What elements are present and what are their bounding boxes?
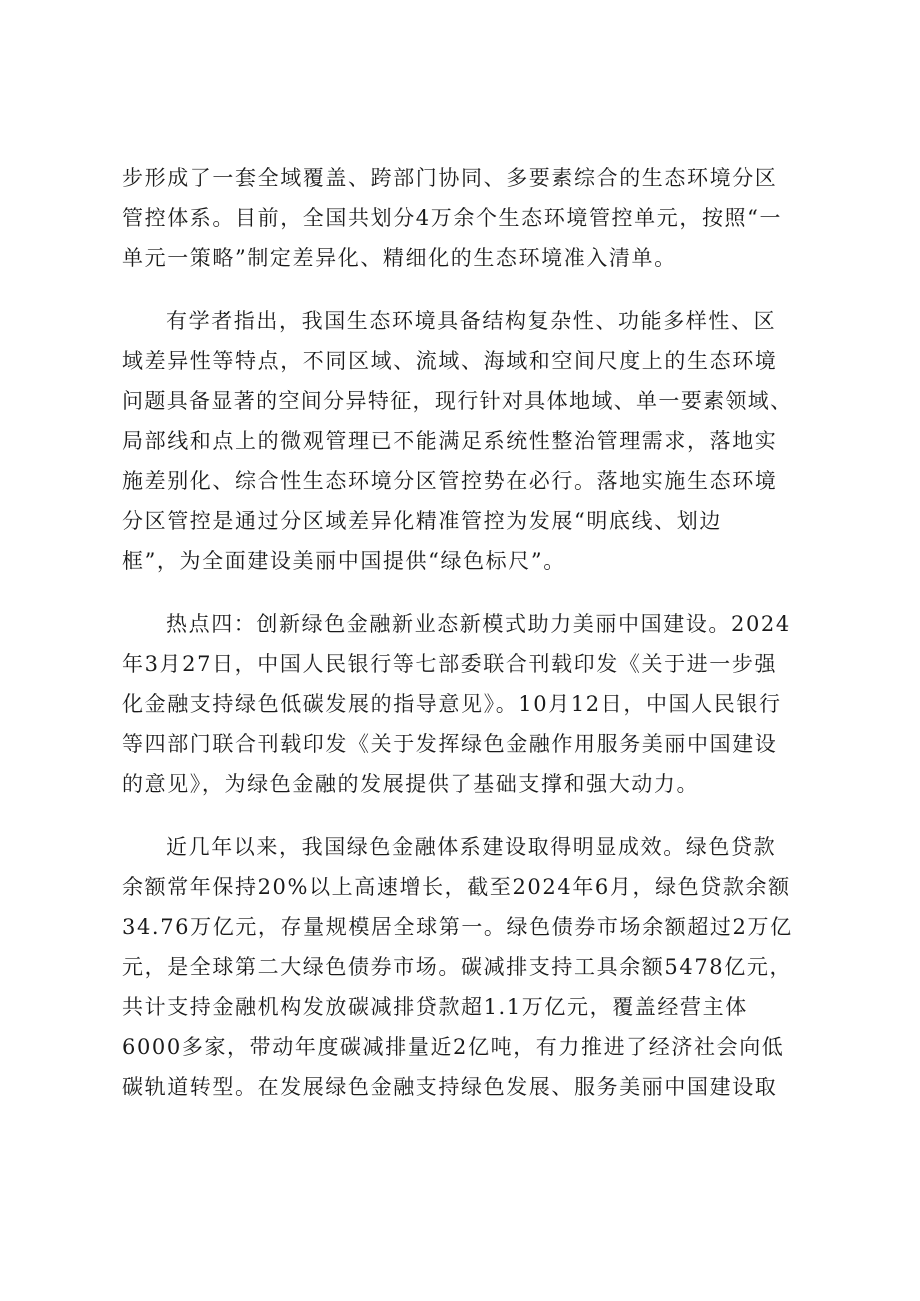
text-line: 局部线和点上的微观管理已不能满足系统性整治管理需求，落地实 (122, 429, 778, 453)
document-body (122, 158, 798, 1130)
text-line: 年3月27日，中国人民银行等七部委联合刊载印发《关于进一步强 (122, 652, 778, 676)
text-line: 问题具备显著的空间分异特征，现行针对具体地域、单一要素领域、 (122, 389, 793, 413)
text-line: 碳轨道转型。在发展绿色金融支持绿色发展、服务美丽中国建设取 (122, 1075, 778, 1099)
text-line: 共计支持金融机构发放碳减排贷款超1.1万亿元，覆盖经营主体 (122, 995, 748, 1019)
text-line: 单元一策略”制定差异化、精细化的生态环境准入清单。 (122, 246, 677, 270)
text-line: 等四部门联合刊载印发《关于发挥绿色金融作用服务美丽中国建设 (122, 732, 778, 756)
text-line: 分区管控是通过分区域差异化精准管控为发展“明底线、划边 (122, 509, 722, 533)
text-line: 有学者指出，我国生态环境具备结构复杂性、功能多样性、区 (166, 309, 777, 333)
text-line: 6000多家，带动年度碳减排量近2亿吨，有力推进了经济社会向低 (122, 1035, 785, 1059)
paragraph-1 (122, 158, 798, 278)
text-line: 热点四：创新绿色金融新业态新模式助力美丽中国建设。2024 (166, 612, 791, 636)
text-line: 框”，为全面建设美丽中国提供“绿色标尺”。 (122, 549, 566, 573)
text-line: 余额常年保持20%以上高速增长，截至2024年6月，绿色贷款余额 (122, 875, 791, 899)
paragraph-3 (122, 604, 798, 804)
text-line: 化金融支持绿色低碳发展的指导意见》。10月12日，中国人民银行 (122, 692, 782, 716)
paragraph-4 (122, 827, 798, 1107)
text-line: 的意见》，为绿色金融的发展提供了基础支撑和强大动力。 (122, 772, 700, 796)
text-line: 近几年以来，我国绿色金融体系建设取得明显成效。绿色贷款 (166, 835, 777, 859)
text-line: 域差异性等特点，不同区域、流域、海域和空间尺度上的生态环境 (122, 349, 778, 373)
text-line: 步形成了一套全域覆盖、跨部门协同、多要素综合的生态环境分区 (122, 166, 778, 190)
text-line: 34.76万亿元，存量规模居全球第一。绿色债券市场余额超过2万亿 (122, 915, 793, 939)
text-line: 管控体系。目前，全国共划分4万余个生态环境管控单元，按照“一 (122, 206, 783, 230)
paragraph-2 (122, 301, 798, 581)
text-line: 元，是全球第二大绿色债券市场。碳减排支持工具余额5478亿元， (122, 955, 793, 979)
text-line: 施差别化、综合性生态环境分区管控势在必行。落地实施生态环境 (122, 469, 778, 493)
